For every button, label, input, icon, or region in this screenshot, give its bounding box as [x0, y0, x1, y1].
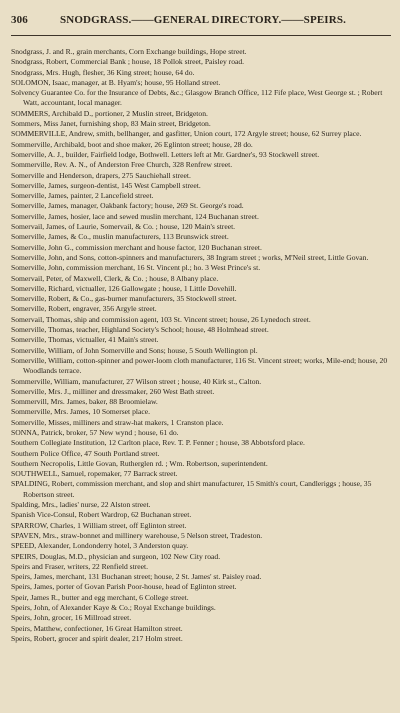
directory-entry: Somerville, Richard, victualler, 126 Gallowgate ; house, 1 Little Dovehill. — [11, 283, 237, 293]
directory-entry: Speirs and Fraser, writers, 22 Renfield street. — [11, 561, 148, 571]
directory-entry: SOMMERS, Archibald D., portioner, 2 Muslin street, Bridgeton. — [11, 108, 208, 118]
directory-entry: Speirs, John, of Alexander Kaye & Co.; Royal Exchange buildings. — [11, 603, 216, 613]
directory-entry: Somerville, Misses, milliners and straw-hat makers, 1 Cranston place. — [11, 417, 224, 427]
directory-entry: Somerville, John, commission merchant, 16 St. Vincent pl.; ho. 3 West Prince's st. — [11, 263, 261, 273]
directory-entry: Somervail, Peter, of Maxwell, Clerk, & Co. ; house, 8 Albany place. — [11, 273, 219, 283]
directory-entry: Speirs, John, grocer, 16 Millroad street. — [11, 613, 132, 623]
directory-entry: Somerville and Henderson, drapers, 275 Sauchiehall street. — [11, 170, 191, 180]
directory-entry: Spanish Vice-Consul, Robert Wardrop, 62 Buchanan street. — [11, 510, 192, 520]
header-rule — [11, 35, 391, 36]
directory-entries — [11, 47, 391, 644]
directory-entry: SOUTHWELL, Samuel, ropemaker, 77 Barrack street. — [11, 469, 178, 479]
directory-entry: Somerville, James, surgeon-dentist, 145 West Campbell street. — [11, 180, 201, 190]
directory-entry: Spalding, Mrs., ladies' nurse, 22 Alston street. — [11, 500, 151, 510]
directory-entry: Somerville, James, manager, Oakbank factory; house, 269 St. George's road. — [11, 201, 244, 211]
directory-entry: Somerville, James, painter, 2 Lancefield street. — [11, 191, 154, 201]
directory-entry: Somerville, Thomas, victualler, 41 Main's street. — [11, 335, 159, 345]
directory-entry: Sommervill, Mrs. James, baker, 88 Broomielaw. — [11, 397, 158, 407]
directory-entry: Somervail, Thomas, ship and commission agent, 103 St. Vincent street; house, 26 Lynedoch street. — [11, 314, 311, 324]
directory-entry: SPARROW, Charles, 1 William street, off Eglinton street. — [11, 520, 187, 530]
directory-entry: Snodgrass, J. and R., grain merchants, Corn Exchange buildings, Hope street. — [11, 47, 247, 56]
directory-entry: Snodgrass, Robert, Commercial Bank ; house, 18 Pollok street, Paisley road. — [11, 57, 245, 67]
directory-entry: Sommerville, William, manufacturer, 27 Wilson street ; house, 40 Kirk st., Calton. — [11, 376, 262, 386]
directory-entry: Sommerville, Mrs. James, 10 Somerset place. — [11, 407, 150, 417]
directory-entry: Sommerville, Archibald, boot and shoe maker, 26 Eglinton street; house, 28 do. — [11, 139, 253, 149]
directory-entry: Speirs, James, merchant, 131 Buchanan street; house, 2 St. James' st. Paisley road. — [11, 572, 262, 582]
page-number: 306 — [11, 14, 28, 26]
directory-entry: SPALDING, Robert, commission merchant, and slop and shirt manufacturer, 15 Smith's court, Candleriggs ; house, 35 Robertson street. — [11, 479, 372, 499]
directory-entry: Sommerville, Rev. A. N., of Anderston Free Church, 328 Renfrew street. — [11, 160, 233, 170]
directory-entry: Speirs, James, porter of Govan Parish Poor-house, head of Eglinton street. — [11, 582, 237, 592]
directory-entry: Somerville, James, hosier, lace and sewed muslin merchant, 124 Buchanan street. — [11, 211, 259, 221]
page-header — [11, 13, 391, 27]
directory-entry: SPAVEN, Mrs., straw-bonnet and millinery warehouse, 5 Nelson street, Tradeston. — [11, 530, 263, 540]
directory-entry: Somerville, Thomas, teacher, Highland Society's School; house, 48 Holmhead street. — [11, 325, 269, 335]
directory-entry: Southern Necropolis, Little Govan, Rutherglen rd. ; Wm. Robertson, superintendent. — [11, 458, 268, 468]
directory-entry: SOLOMON, Isaac, manager, at B. Hyam's; house, 95 Holland street. — [11, 77, 221, 87]
directory-entry: Somervail, James, of Laurie, Somervail, & Co. ; house, 120 Main's street. — [11, 222, 236, 232]
directory-entry: Somerville, Mrs. J., milliner and dressmaker, 260 West Bath street. — [11, 386, 215, 396]
directory-entry: SONNA, Patrick, broker, 57 New wynd ; house, 61 do. — [11, 427, 179, 437]
directory-entry: Somerville, A. J., builder, Fairfield lodge, Bothwell. Letters left at Mr. Gardner's, 93 Stockwell street. — [11, 149, 320, 159]
running-title: SNODGRASS.——GENERAL DIRECTORY.——SPEIRS. — [59, 14, 347, 26]
directory-entry: Somerville, William, cotton-spinner and power-loom cloth manufacturer, 116 St. Vincent street; works, Mile-end; house, 20 Woodlands terrace. — [11, 355, 388, 376]
directory-entry: Snodgrass, Mrs. Hugh, flesher, 36 King street; house, 64 do. — [11, 67, 195, 77]
directory-entry: Somerville, John, and Sons, cotton-spinners and manufacturers, 38 Ingram street ; works, M'Neil street, Little Govan. — [11, 252, 369, 262]
directory-entry: Sommers, Miss Janet, furnishing shop, 83 Main street, Bridgeton. — [11, 119, 211, 129]
directory-entry: Somerville, William, of John Somerville and Sons; house, 5 South Wellington pl. — [11, 345, 258, 355]
directory-entry: Speirs, Matthew, confectioner, 16 Great Hamilton street. — [11, 623, 183, 633]
directory-entry: Solvency Guarantee Co. for the Insurance of Debts, &c.; Glasgow Branch Office, 112 Fife place, West George st. ; Robert Watt, accountant, local manager. — [11, 88, 383, 108]
directory-entry: Southern Collegiate Institution, 12 Carlton place, Rev. T. P. Fenner ; house, 38 Abbotsford place. — [11, 438, 305, 448]
directory-entry: SOMMERVILLE, Andrew, smith, bellhanger, and gasfitter, Union court, 172 Argyle street; house, 62 Surrey place. — [11, 129, 362, 139]
directory-entry: SPEIRS, Douglas, M.D., physician and surgeon, 102 New City road. — [11, 551, 221, 561]
directory-entry: SPEED, Alexander, Londonderry hotel, 3 Anderston quay. — [11, 541, 189, 551]
directory-entry: Somerville, John G., commission merchant and house factor, 120 Buchanan street. — [11, 242, 262, 252]
directory-entry: Southern Police Office, 47 South Portland street. — [11, 448, 160, 458]
directory-entry: Somerville, Robert, engraver, 356 Argyle street. — [11, 304, 157, 314]
directory-entry: Somerville, James, & Co., muslin manufacturers, 113 Brunswick street. — [11, 232, 229, 242]
directory-entry: Speirs, Robert, grocer and spirit dealer, 217 Holm street. — [11, 633, 183, 643]
directory-entry: Somerville, Robert, & Co., gas-burner manufacturers, 35 Stockwell street. — [11, 294, 237, 304]
directory-entry: Speir, James R., butter and egg merchant, 6 College street. — [11, 592, 189, 602]
